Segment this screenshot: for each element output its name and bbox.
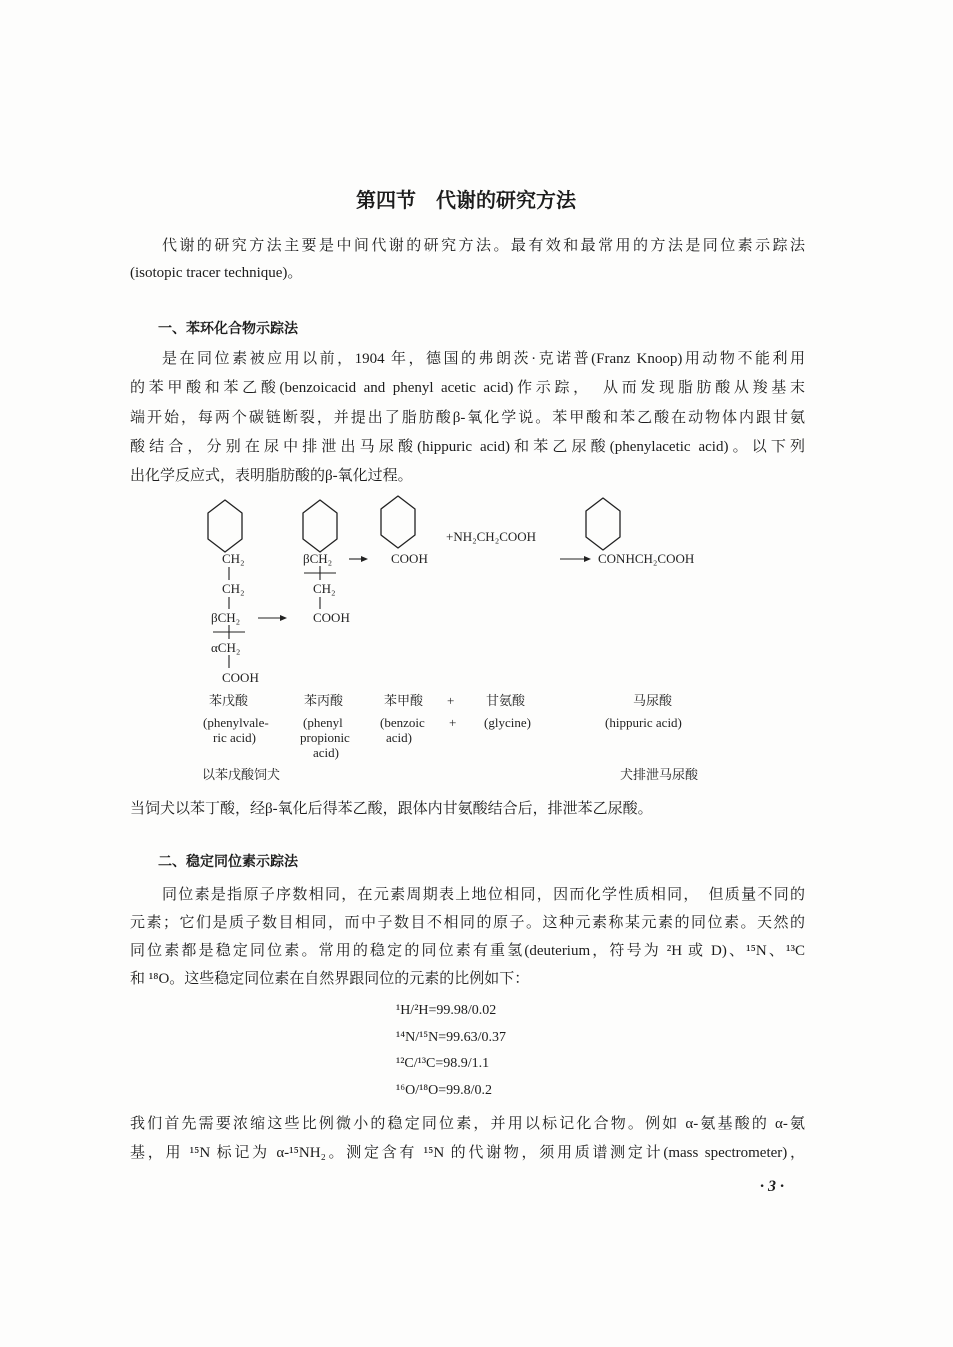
section2-line: 同位素是指原子序数相同，在元素周期表上地位相同，因而化学性质相同， 但质量不同的 bbox=[162, 887, 805, 903]
compound-name: 苯甲酸 bbox=[384, 693, 424, 708]
section1-line: 是在同位素被应用以前，1904 年，德国的弗朗茨·克诺普(Franz Knoop)用动物不能利用 bbox=[162, 351, 805, 367]
plus-sign: + bbox=[447, 693, 455, 708]
section2-line: 基，用 ¹⁵N 标记为 α-¹⁵NH₂。测定含有 ¹⁵N 的代谢物，须用质谱测定计(mass spectrometer)， bbox=[130, 1145, 805, 1161]
beta-oxidation-diagram bbox=[190, 495, 750, 795]
section2-line: 元素；它们是质子数目相同，而中子数目不相同的原子。这种元素称某元素的同位素。天然的 bbox=[130, 915, 805, 931]
glycine-reagent: +NH₂CH₂COOH bbox=[446, 529, 537, 544]
intro-line: (isotopic tracer technique)。 bbox=[130, 265, 303, 281]
chain-b-group: βCH₂ bbox=[303, 551, 333, 566]
arrow-head bbox=[361, 556, 368, 562]
chain-a-group: CH₂ bbox=[222, 551, 245, 566]
chain-b-group: COOH bbox=[313, 610, 350, 625]
english-name: propionic bbox=[300, 730, 350, 745]
english-name: acid) bbox=[313, 745, 339, 760]
section1-line: 酸结合，分别在尿中排泄出马尿酸(hippuric acid)和苯乙尿酸(phenylacetic acid)。以下列 bbox=[130, 439, 805, 455]
benzene-ring-phenylpropionic bbox=[303, 500, 337, 552]
english-name: (phenyl bbox=[303, 715, 343, 730]
section1-after-diagram: 当饲犬以苯丁酸，经β-氧化后得苯乙酸，跟体内甘氨酸结合后，排泄苯乙尿酸。 bbox=[130, 801, 653, 817]
chain-a-group: COOH bbox=[222, 670, 259, 685]
page-number: · 3 · bbox=[760, 1178, 784, 1195]
chain-c-group: COOH bbox=[391, 551, 428, 566]
section2-heading: 二、稳定同位素示踪法 bbox=[158, 854, 298, 870]
compound-name: 甘氨酸 bbox=[486, 693, 526, 708]
english-name: (phenylvale- bbox=[203, 715, 269, 730]
chain-a-group: αCH₂ bbox=[211, 640, 241, 655]
plus-sign: + bbox=[449, 715, 457, 730]
intro-line: 代谢的研究方法主要是中间代谢的研究方法。最有效和最常用的方法是同位素示踪法 bbox=[162, 238, 805, 254]
section2-line: 和 ¹⁸O。这些稳定同位素在自然界跟同位的元素的比例如下： bbox=[130, 971, 530, 987]
section2-line: 我们首先需要浓缩这些比例微小的稳定同位素，并用以标记化合物。例如 α-氨基酸的 α-氨 bbox=[130, 1116, 805, 1132]
section2-line: 同位素都是稳定同位素。常用的稳定的同位素有重氢(deuterium，符号为 ²H 或 D)、¹⁵N、¹³C bbox=[130, 943, 805, 959]
benzene-ring-benzoic bbox=[381, 496, 415, 548]
diagram-note-right: 犬排泄马尿酸 bbox=[620, 767, 699, 782]
chain-a-group: βCH₂ bbox=[211, 610, 241, 625]
arrow-head bbox=[280, 615, 287, 621]
compound-name: 苯戊酸 bbox=[209, 693, 249, 708]
section1-line: 出化学反应式，表明脂肪酸的β-氧化过程。 bbox=[130, 468, 413, 484]
isotope-ratio: ¹H/²H=99.98/0.02 bbox=[396, 1003, 497, 1018]
english-name: (glycine) bbox=[484, 715, 531, 730]
english-name: (benzoic bbox=[380, 715, 425, 730]
benzene-ring-phenylvaleric bbox=[208, 500, 242, 552]
hippuric-product: CONHCH₂COOH bbox=[598, 551, 695, 566]
compound-name: 苯丙酸 bbox=[304, 693, 344, 708]
chain-a-group: CH₂ bbox=[222, 581, 245, 596]
isotope-ratio: ¹⁶O/¹⁸O=99.8/0.2 bbox=[396, 1083, 493, 1098]
section1-line: 端开始，每两个碳链断裂，并提出了脂肪酸β-氧化学说。苯甲酸和苯乙酸在动物体内跟甘氨 bbox=[130, 410, 805, 426]
section1-heading: 一、苯环化合物示踪法 bbox=[158, 321, 298, 337]
benzene-ring-hippuric bbox=[586, 498, 620, 550]
english-name: (hippuric acid) bbox=[605, 715, 682, 730]
chain-b-group: CH₂ bbox=[313, 581, 336, 596]
arrow-head bbox=[584, 556, 591, 562]
compound-name: 马尿酸 bbox=[633, 693, 673, 708]
isotope-ratio: ¹²C/¹³C=98.9/1.1 bbox=[396, 1056, 490, 1071]
english-name: acid) bbox=[386, 730, 412, 745]
diagram-note-left: 以苯戊酸饲犬 bbox=[202, 767, 281, 782]
section-title: 第四节 代谢的研究方法 bbox=[356, 188, 576, 212]
isotope-ratio: ¹⁴N/¹⁵N=99.63/0.37 bbox=[396, 1030, 507, 1045]
english-name: ric acid) bbox=[213, 730, 256, 745]
section1-line: 的苯甲酸和苯乙酸(benzoicacid and phenyl acetic acid)作示踪， 从而发现脂肪酸从羧基末 bbox=[130, 380, 805, 396]
